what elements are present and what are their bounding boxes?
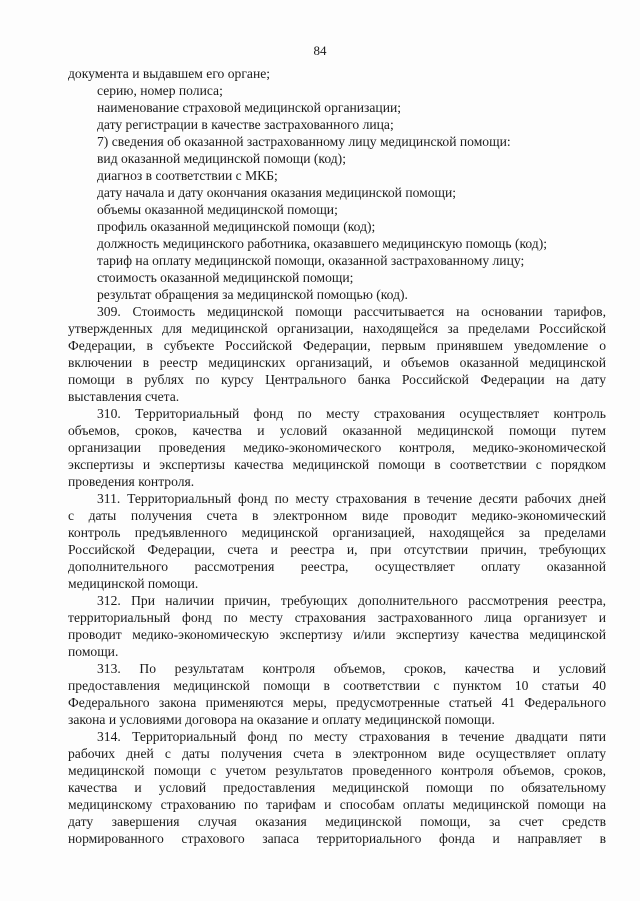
text-line: тариф на оплату медицинской помощи, оказанной застрахованному лицу; bbox=[97, 253, 525, 268]
text-line: Федерального закона применяются меры, предусмотренные статьей 41 Федерального bbox=[68, 695, 606, 710]
text-line: организации проведения медико-экономического контроля, медико-экономической bbox=[68, 440, 606, 455]
text-line: контроль предъявленного медицинской организацией, находящейся за пределами bbox=[68, 525, 606, 540]
text-line: 309. Стоимость медицинской помощи рассчитывается на основании тарифов, bbox=[97, 304, 606, 319]
text-line: Федерации, в субъекте Российской Федерации, первым принявшем уведомление о bbox=[68, 338, 606, 353]
text-line: медицинскому страхованию по тарифам и способам оплаты медицинской помощи на bbox=[68, 797, 606, 812]
text-line: нормированного страхового запаса территориального фонда и направляет в bbox=[68, 831, 606, 846]
text-line: диагноз в соответствии с МКБ; bbox=[97, 168, 278, 183]
text-line: объемов, сроков, качества и условий оказанной медицинской помощи путем bbox=[68, 423, 606, 438]
text-line: с даты получения счета в электронном виде проводит медико-экономический bbox=[68, 508, 606, 523]
text-line: медицинской помощи. bbox=[68, 576, 199, 591]
text-line: документа и выдавшем его органе; bbox=[68, 66, 271, 81]
text-line: закона и условиями договора на оказание и оплату медицинской помощи. bbox=[68, 712, 495, 727]
text-line: профиль оказанной медицинской помощи (код); bbox=[97, 219, 376, 234]
text-line: проводит медико-экономическую экспертизу и/или экспертизу качества медицинской bbox=[68, 627, 606, 642]
text-line: объемы оказанной медицинской помощи; bbox=[97, 202, 338, 217]
text-line: предоставления медицинской помощи в соответствии с пунктом 10 статьи 40 bbox=[68, 678, 606, 693]
text-line: 314. Территориальный фонд по месту страхования в течение двадцати пяти bbox=[97, 729, 606, 744]
text-line: серию, номер полиса; bbox=[97, 83, 223, 98]
text-line: выставления счета. bbox=[68, 389, 180, 404]
text-line: дату завершения случая оказания медицинской помощи, за счет средств bbox=[68, 814, 606, 829]
text-line: включении в реестр медицинских организаций, и объемов оказанной медицинской bbox=[68, 355, 606, 370]
text-line: вид оказанной медицинской помощи (код); bbox=[97, 151, 346, 166]
text-line: помощи. bbox=[68, 644, 119, 659]
text-line: дату начала и дату окончания оказания медицинской помощи; bbox=[97, 185, 457, 200]
text-line: результат обращения за медицинской помощью (код). bbox=[97, 287, 408, 302]
page-number: 84 bbox=[313, 43, 327, 58]
text-line: наименование страховой медицинской организации; bbox=[97, 100, 402, 115]
text-line: дату регистрации в качестве застрахованного лица; bbox=[97, 117, 394, 132]
text-line: 312. При наличии причин, требующих дополнительного рассмотрения реестра, bbox=[97, 593, 606, 608]
text-line: стоимость оказанной медицинской помощи; bbox=[97, 270, 354, 285]
document-body bbox=[68, 65, 606, 847]
text-line: должность медицинского работника, оказавшего медицинскую помощь (код); bbox=[97, 236, 548, 251]
text-line: утвержденных для медицинской организации, находящейся за пределами Российской bbox=[68, 321, 606, 336]
text-line: медицинской помощи с учетом результатов проведенного контроля объемов, сроков, bbox=[68, 763, 606, 778]
text-line: территориальный фонд по месту страхования застрахованного лица организует и bbox=[68, 610, 606, 625]
text-line: Российской Федерации, счета и реестра и, при отсутствии причин, требующих bbox=[68, 542, 606, 557]
text-line: помощи в рублях по курсу Центрального банка Российской Федерации на дату bbox=[68, 372, 606, 387]
text-line: проведения контроля. bbox=[68, 474, 195, 489]
text-line: 311. Территориальный фонд по месту страхования в течение десяти рабочих дней bbox=[97, 491, 606, 506]
text-line: 7) сведения об оказанной застрахованному лицу медицинской помощи: bbox=[97, 134, 511, 149]
text-line: 313. По результатам контроля объемов, сроков, качества и условий bbox=[97, 661, 606, 676]
text-line: качества и условий предоставления медицинской помощи по обязательному bbox=[68, 780, 606, 795]
text-line: рабочих дней с даты получения счета в электронном виде осуществляет оплату bbox=[68, 746, 606, 761]
text-line: дополнительного рассмотрения реестра, осуществляет оплату оказанной bbox=[68, 559, 606, 574]
text-line: 310. Территориальный фонд по месту страхования осуществляет контроль bbox=[97, 406, 606, 421]
text-line: экспертизы и экспертизы качества медицинской помощи в соответствии с порядком bbox=[68, 457, 606, 472]
